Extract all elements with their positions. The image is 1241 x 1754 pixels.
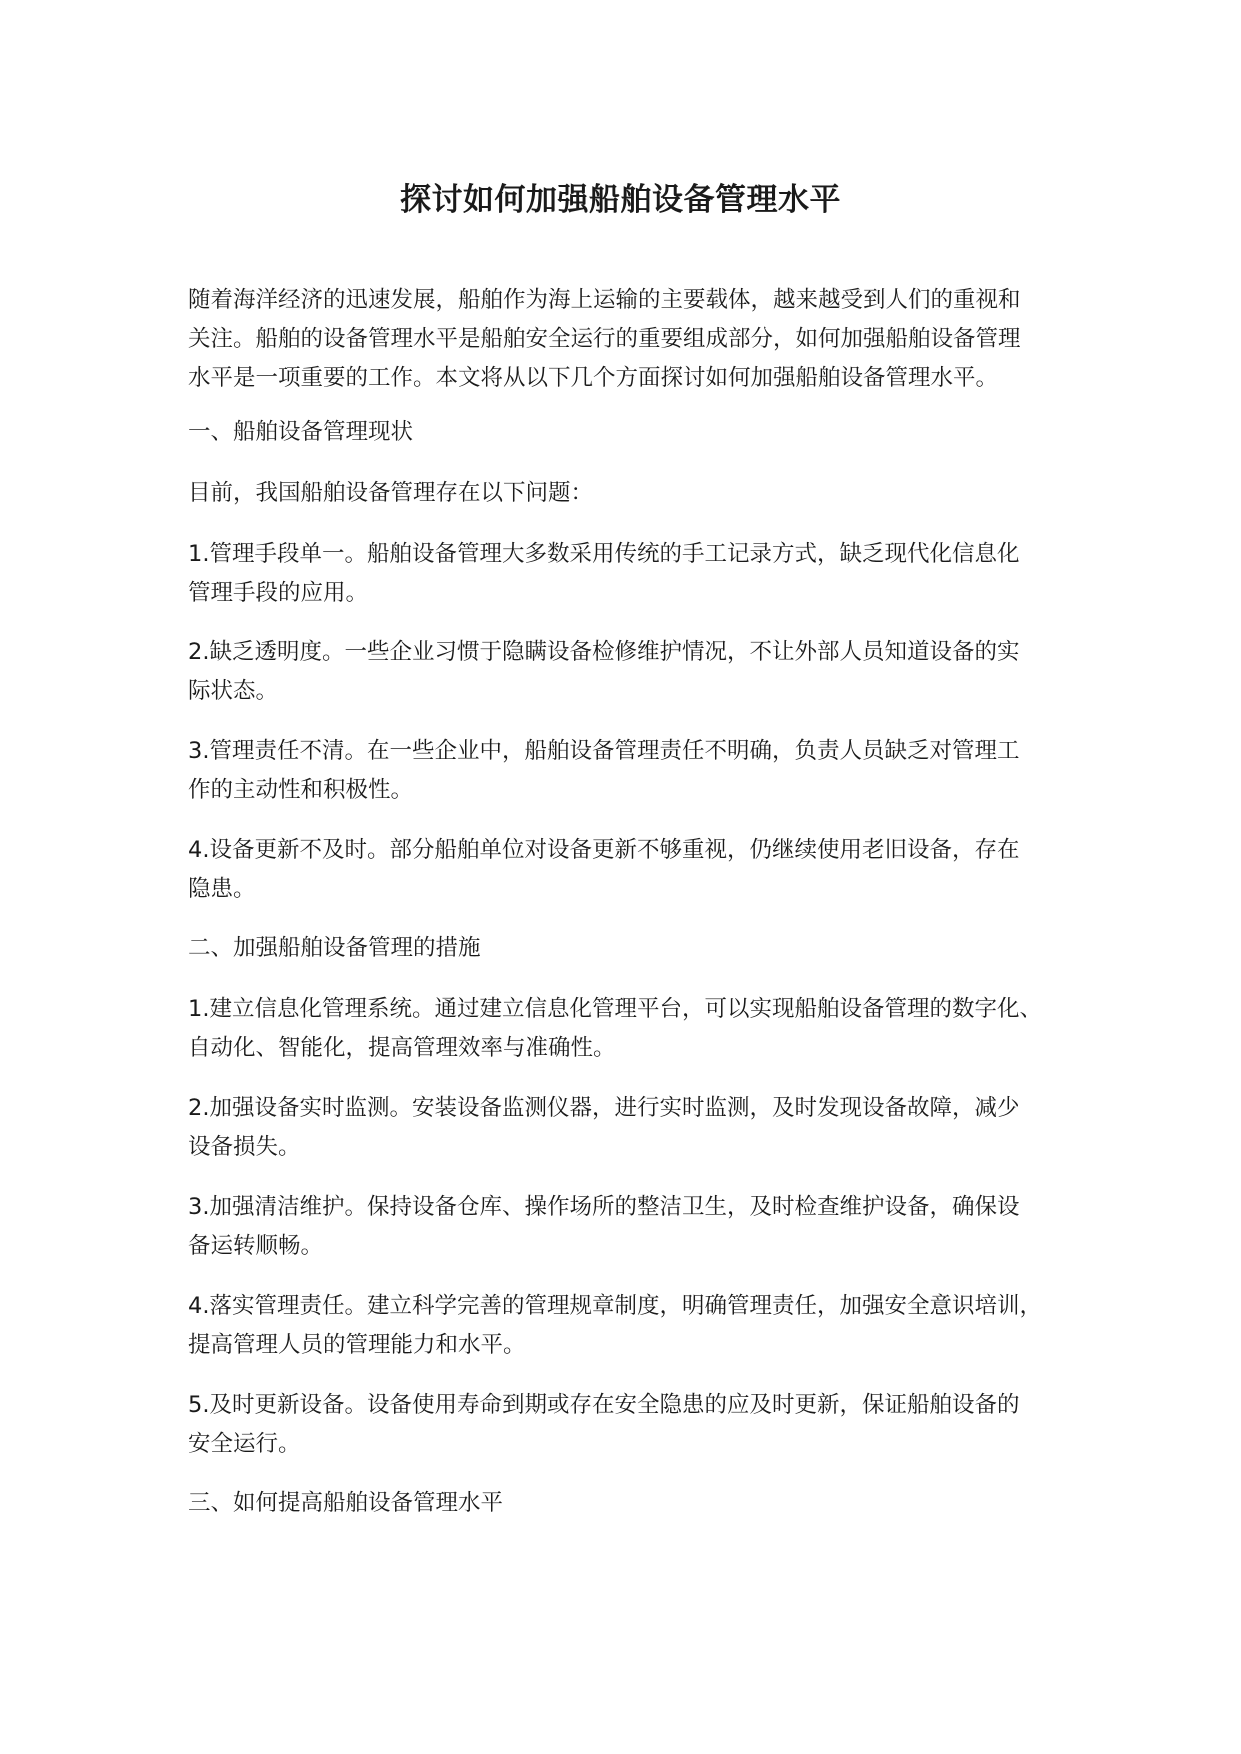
paragraph-line: 4.设备更新不及时。部分船舶单位对设备更新不够重视，仍继续使用老旧设备，存在 [188,837,1020,863]
document-title: 探讨如何加强船舶设备管理水平 [400,182,841,218]
paragraph-line: 2.加强设备实时监测。安装设备监测仪器，进行实时监测，及时发现设备故障，减少 [188,1095,1020,1121]
paragraph-line: 5.及时更新设备。设备使用寿命到期或存在安全隐患的应及时更新，保证船舶设备的 [188,1392,1020,1418]
paragraph-line: 1.建立信息化管理系统。通过建立信息化管理平台，可以实现船舶设备管理的数字化、 [188,996,1042,1022]
paragraph-line: 水平是一项重要的工作。本文将从以下几个方面探讨如何加强船舶设备管理水平。 [188,365,999,391]
status-intro-paragraph [188,474,1078,513]
paragraph-line: 3.管理责任不清。在一些企业中，船舶设备管理责任不明确，负责人员缺乏对管理工 [188,738,1020,764]
paragraph-line: 关注。船舶的设备管理水平是船舶安全运行的重要组成部分，如何加强船舶设备管理 [188,326,1021,352]
heading-line: 一、船舶设备管理现状 [188,419,414,445]
paragraph-line: 4.落实管理责任。建立科学完善的管理规章制度，明确管理责任，加强安全意识培训， [188,1293,1042,1319]
measure-item-3 [188,1188,1078,1266]
measure-item-1 [188,990,1078,1068]
paragraph-line: 目前，我国船舶设备管理存在以下问题： [188,480,594,506]
paragraph-line: 2.缺乏透明度。一些企业习惯于隐瞒设备检修维护情况，不让外部人员知道设备的实 [188,639,1020,665]
measure-item-5 [188,1386,1078,1464]
heading-line: 三、如何提高船舶设备管理水平 [188,1490,504,1516]
section-heading-3 [188,1484,1078,1523]
paragraph-line: 自动化、智能化，提高管理效率与准确性。 [188,1035,616,1061]
heading-line: 二、加强船舶设备管理的措施 [188,935,481,961]
paragraph-line: 随着海洋经济的迅速发展，船舶作为海上运输的主要载体，越来越受到人们的重视和 [188,287,1021,313]
paragraph-line: 际状态。 [188,678,279,704]
paragraph-line: 隐患。 [188,876,256,902]
section-heading-1 [188,413,1078,452]
paragraph-line: 设备损失。 [188,1134,301,1160]
paragraph-line: 作的主动性和积极性。 [188,777,414,803]
issue-item-4 [188,831,1078,909]
paragraph-line: 1.管理手段单一。船舶设备管理大多数采用传统的手工记录方式，缺乏现代化信息化 [188,541,1020,567]
measure-item-2 [188,1089,1078,1167]
issue-item-3 [188,732,1078,810]
paragraph-line: 安全运行。 [188,1431,301,1457]
paragraph-line: 提高管理人员的管理能力和水平。 [188,1332,526,1358]
intro-paragraph [188,281,1078,398]
paragraph-line: 备运转顺畅。 [188,1233,324,1259]
paragraph-line: 管理手段的应用。 [188,580,369,606]
measure-item-4 [188,1287,1078,1365]
paragraph-line: 3.加强清洁维护。保持设备仓库、操作场所的整洁卫生，及时检查维护设备，确保设 [188,1194,1020,1220]
issue-item-2 [188,633,1078,711]
issue-item-1 [188,535,1078,613]
section-heading-2 [188,929,1078,968]
